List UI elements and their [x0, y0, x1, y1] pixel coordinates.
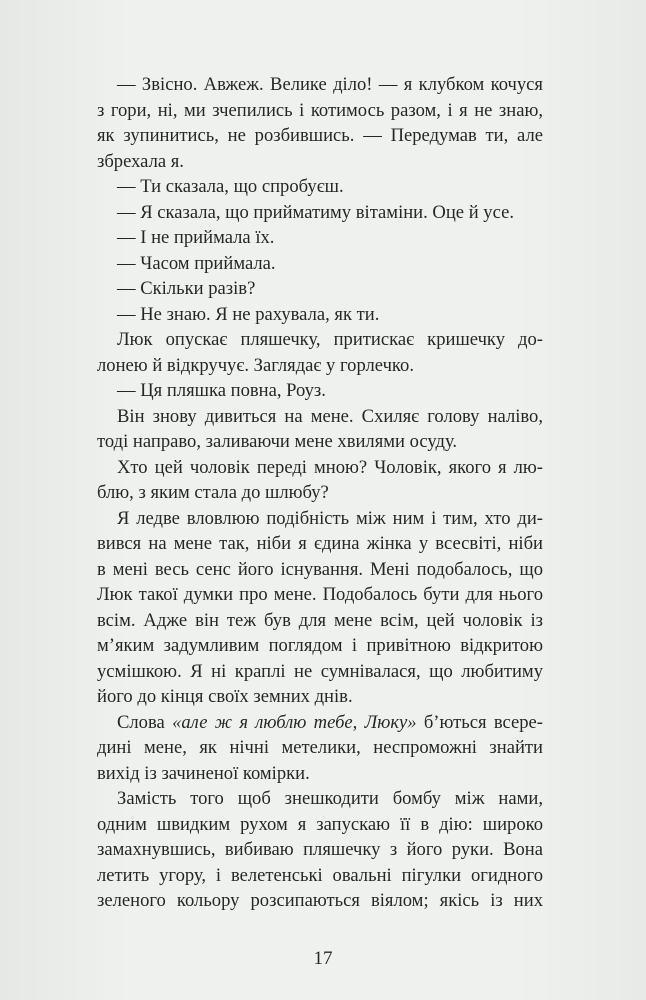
text-segment: як зупинитись, не розбившись. — Передумав ти, але	[97, 125, 543, 146]
text-segment: всім. Адже він теж був для мене всім, цей чоловік із	[97, 609, 543, 631]
text-line	[97, 863, 543, 889]
text-line	[97, 888, 543, 914]
text-segment: — Ця пляшка повна, Роуз.	[117, 380, 326, 401]
text-segment: збрехала я.	[97, 150, 184, 172]
text-line	[97, 378, 543, 404]
text-line	[97, 837, 543, 863]
text-line	[97, 812, 543, 838]
text-line	[97, 225, 543, 251]
text-segment: його до кінця своїх земних днів.	[97, 686, 353, 707]
text-line	[97, 480, 543, 506]
text-line	[97, 174, 543, 200]
text-segment: вихід із зачиненої комірки.	[97, 762, 310, 784]
text-line	[97, 531, 543, 557]
text-segment: Слова	[117, 711, 173, 733]
page-number: 17	[313, 948, 333, 969]
text-segment: вився на мене так, ніби я єдина жінка у всесвіті, ніби	[97, 533, 543, 554]
text-segment: з гори, ні, ми зчепились і котимось разом, і я не знаю,	[97, 99, 543, 121]
text-segment: летить угору, і велетенські овальні пігулки огидного	[97, 864, 543, 886]
text-line	[97, 710, 543, 736]
text-line	[97, 404, 543, 430]
text-segment: зеленого кольору розсипаються віялом; якісь із них	[97, 890, 543, 911]
text-line	[97, 608, 543, 634]
text-line	[97, 327, 543, 353]
text-segment: лонею й відкручує. Заглядає у горлечко.	[97, 354, 414, 376]
body-text	[97, 72, 543, 914]
text-line	[97, 659, 543, 685]
text-line	[97, 786, 543, 812]
text-segment: тоді направо, заливаючи мене хвилями осуду.	[97, 431, 458, 452]
text-segment: — Скільки разів?	[117, 278, 256, 299]
text-segment: — Я сказала, що прийматиму вітаміни. Оце й усе.	[117, 201, 514, 223]
text-line	[97, 251, 543, 277]
text-segment: одним швидким рухом я запускаю її в дію: широко	[97, 813, 543, 835]
text-segment: Хто цей чоловік переді мною? Чоловік, якого я лю-	[117, 456, 543, 478]
text-segment: блю, з яким стала до шлюбу?	[97, 482, 329, 503]
text-line	[97, 149, 543, 175]
text-line	[97, 429, 543, 455]
text-line	[97, 98, 543, 124]
text-segment: м’яким задумливим поглядом і привітною відкритою	[97, 635, 543, 656]
text-segment: в мені весь сенс його існування. Мені подобалось, що	[97, 558, 543, 580]
text-segment: — Ти сказала, що спробуєш.	[117, 176, 344, 197]
text-segment: Він знову дивиться на мене. Схиляє голову наліво,	[117, 405, 543, 427]
text-line	[97, 557, 543, 583]
text-line	[97, 353, 543, 379]
text-line	[97, 455, 543, 481]
text-line	[97, 633, 543, 659]
text-line	[97, 302, 543, 328]
text-segment: Люк такої думки про мене. Подобалось бути для нього	[97, 584, 543, 605]
text-line	[97, 200, 543, 226]
text-line	[97, 72, 543, 98]
text-segment: замахнувшись, вибиваю пляшечку з його руки. Вона	[97, 839, 543, 860]
italic-quote: «але ж я люблю тебе, Люку»	[172, 711, 417, 733]
text-segment: — Часом приймала.	[117, 252, 276, 274]
text-segment: Люк опускає пляшечку, притискає кришечку до-	[117, 329, 543, 350]
text-line	[97, 582, 543, 608]
text-line	[97, 276, 543, 302]
text-line	[97, 123, 543, 149]
text-line	[97, 506, 543, 532]
text-segment: Я ледве вловлюю подібність між ним і тим, хто ди-	[117, 507, 543, 529]
text-segment: — Звісно. Авжеж. Велике діло! — я клубком кочуся	[117, 74, 543, 95]
text-line	[97, 735, 543, 761]
text-segment: усмішкою. Я ні краплі не сумнівалася, що любитиму	[97, 660, 543, 682]
text-segment: б’ються всере-	[416, 711, 543, 733]
text-line	[97, 761, 543, 787]
text-segment: — Не знаю. Я не рахувала, як ти.	[117, 303, 380, 325]
text-segment: дині мене, як нічні метелики, неспроможні знайти	[97, 737, 543, 758]
text-line	[97, 684, 543, 710]
text-segment: — І не приймала їх.	[117, 227, 275, 248]
text-segment: Замість того щоб знешкодити бомбу між нами,	[117, 788, 543, 809]
